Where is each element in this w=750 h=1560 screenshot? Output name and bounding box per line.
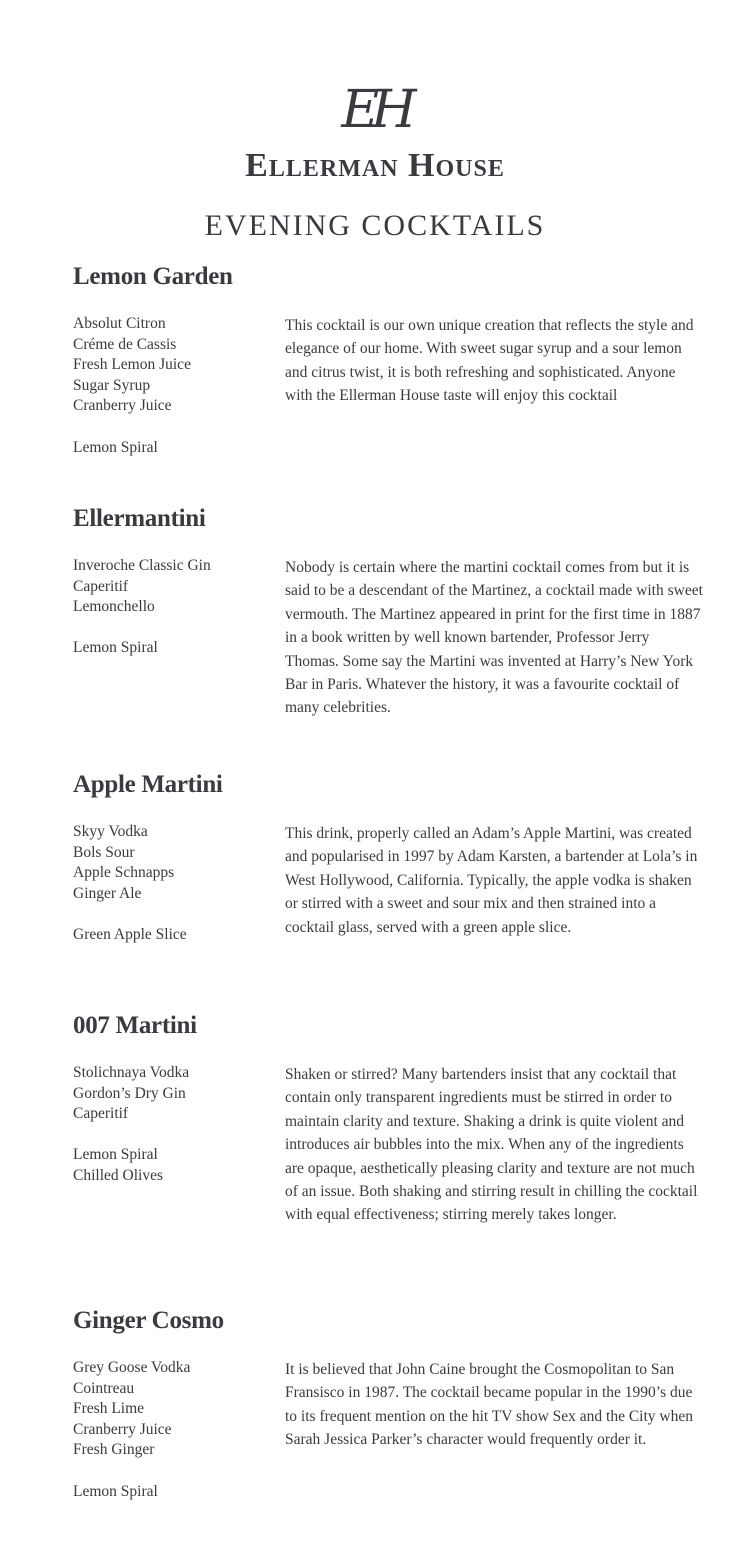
ingredient: Créme de Cassis — [73, 335, 177, 353]
cocktail-name: Ginger Cosmo — [73, 1307, 224, 1334]
list-spacer — [73, 1125, 278, 1146]
ingredient: Fresh Lemon Juice — [73, 356, 191, 374]
menu-title: EVENING COCKTAILS — [204, 209, 546, 242]
ingredient: Fresh Ginger — [73, 1441, 155, 1459]
cocktail-section — [73, 770, 703, 943]
garnish: Lemon Spiral — [73, 639, 158, 657]
brand-name: Ellerman House — [245, 147, 505, 184]
ingredient: Skyy Vodka — [73, 823, 148, 840]
ingredient: Cranberry Juice — [73, 1420, 172, 1438]
ingredient: Bols Sour — [73, 843, 135, 861]
garnish: Lemon Spiral — [73, 1146, 158, 1164]
ingredient: Ginger Ale — [73, 884, 142, 902]
cocktail-description: Shaken or stirred? Many bartenders insist that any cocktail that contain only transparent ingredients must be stirred in order to maintain clarity and texture. Shaking a drink is quite violent and introduces air bubbles into the mix. When any of the ingredients are opaque, aesthetically pleasing clarity and texture are not much of an issue. Both shaking and stirring result in chilling the cocktail with equal effectiveness; stirring merely takes longer. — [285, 1066, 698, 1224]
menu-header — [0, 80, 750, 244]
ingredient: Absolut Citron — [73, 315, 166, 332]
cocktail-section — [73, 1306, 703, 1500]
ingredient: Stolichnaya Vodka — [73, 1064, 190, 1081]
ingredient: Fresh Lime — [73, 1400, 145, 1418]
cocktail-section — [73, 504, 703, 717]
cocktail-name: 007 Martini — [73, 1012, 197, 1039]
ingredient: Sugar Syrup — [73, 376, 151, 394]
ingredient-list — [73, 314, 278, 458]
list-spacer — [73, 1461, 278, 1482]
garnish: Green Apple Slice — [73, 925, 187, 943]
cocktail-name: Lemon Garden — [73, 263, 233, 290]
cocktail-description: This drink, properly called an Adam’s Apple Martini, was created and popularised in 1997 by Adam Karsten, a bartender at Lola’s in West Hollywood, California. Typically, the apple vodka is shaken or stirred with a sweet and sour mix and then strained into a cocktail glass, served with a green apple slice. — [285, 825, 698, 936]
monogram-logo: EH — [341, 80, 409, 140]
cocktail-name: Apple Martini — [73, 771, 223, 798]
cocktail-name: Ellermantini — [73, 505, 206, 532]
ingredient-list — [73, 1063, 278, 1187]
list-spacer — [73, 618, 278, 639]
ingredient-list — [73, 822, 278, 946]
ingredient: Gordon’s Dry Gin — [73, 1084, 186, 1102]
ingredient: Cointreau — [73, 1379, 135, 1397]
ingredient-list — [73, 556, 278, 659]
cocktail-description: Nobody is certain where the martini cocktail comes from but it is said to be a descendant of the Martinez, a cocktail made with sweet vermouth. The Martinez appeared in print for the first time in 1887 in a book written by well known bartender, Professor Jerry Thomas. Some say the Martini was invented at Harry’s New York Bar in Paris. Whatever the history, it was a favourite cocktail of many celebrities. — [285, 559, 703, 717]
ingredient: Inveroche Classic Gin — [73, 557, 211, 574]
list-spacer — [73, 904, 278, 925]
ingredient: Caperitif — [73, 1105, 129, 1123]
ingredient: Cranberry Juice — [73, 397, 172, 415]
cocktail-section — [73, 262, 703, 456]
ingredient-list — [73, 1358, 278, 1502]
ingredient: Grey Goose Vodka — [73, 1359, 191, 1376]
cocktail-description: This cocktail is our own unique creation that reflects the style and elegance of our home. With sweet sugar syrup and a sour lemon and citrus twist, it is both refreshing and sophisticated. Anyone with the Ellerman House taste will enjoy this cocktail — [285, 317, 694, 405]
ingredient: Lemonchello — [73, 598, 155, 616]
ingredient: Caperitif — [73, 577, 129, 595]
ingredient: Apple Schnapps — [73, 864, 175, 882]
garnish: Lemon Spiral — [73, 1482, 158, 1500]
cocktail-section — [73, 1011, 703, 1224]
garnish: Lemon Spiral — [73, 438, 158, 456]
garnish: Chilled Olives — [73, 1166, 163, 1184]
cocktail-description: It is believed that John Caine brought the Cosmopolitan to San Fransisco in 1987. The cocktail became popular in the 1990’s due to its frequent mention on the hit TV show Sex and the City when Sarah Jessica Parker’s character would frequently order it. — [285, 1361, 693, 1449]
list-spacer — [73, 417, 278, 438]
